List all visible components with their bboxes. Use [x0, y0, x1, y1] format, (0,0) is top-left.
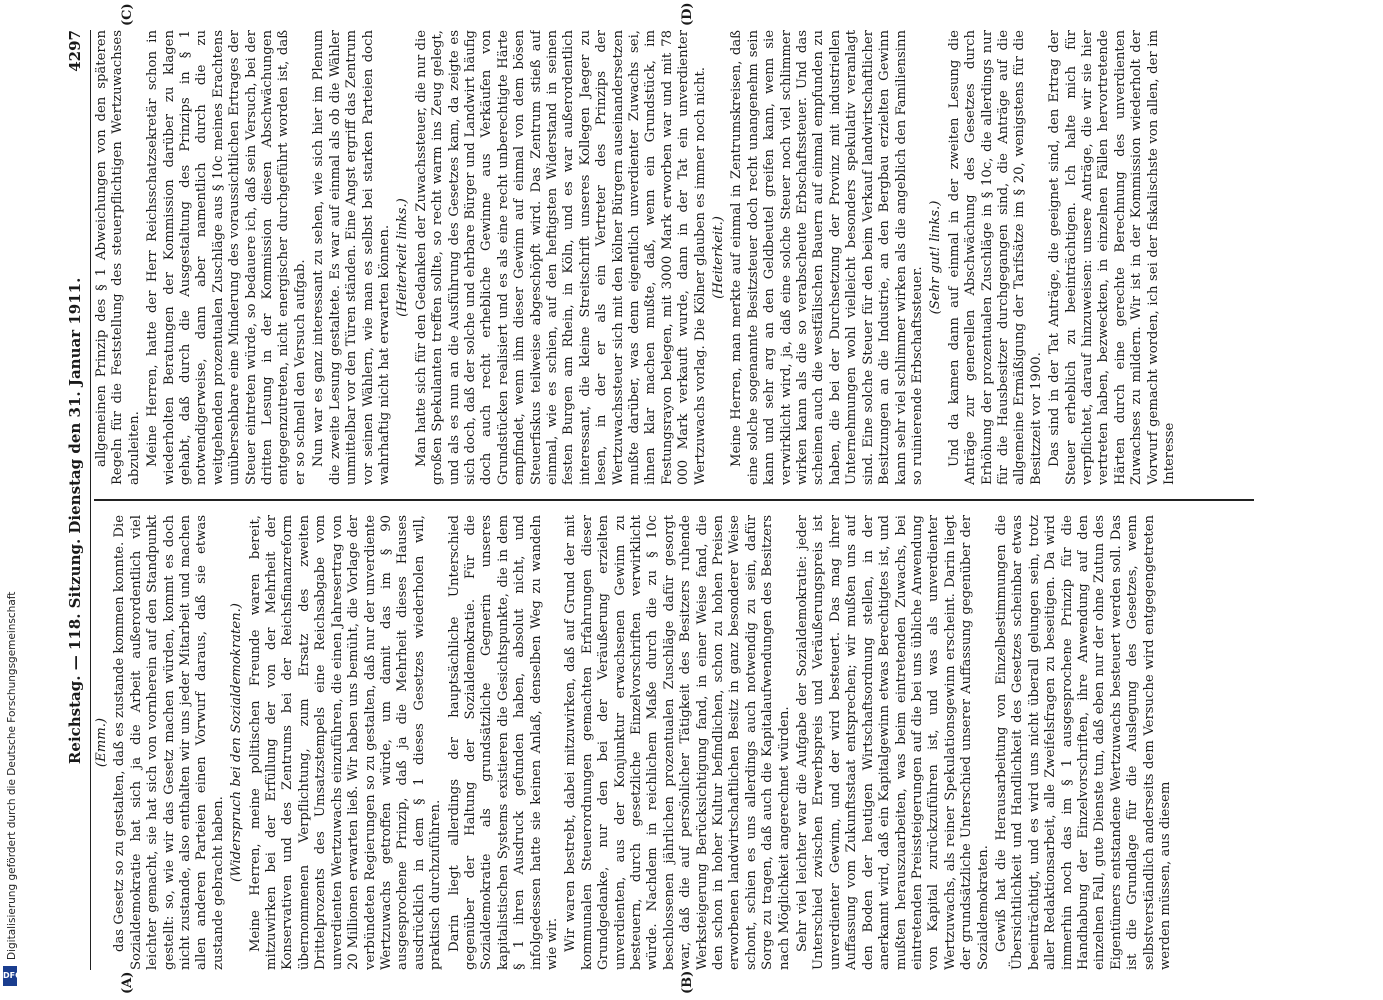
page-number: 4297 — [66, 30, 84, 72]
column-divider — [94, 499, 1254, 501]
text-columns — [94, 30, 1254, 970]
left-column — [94, 515, 1254, 970]
paragraph: Wir waren bestrebt, dabei mitzuwirken, daß auf Grund der mit kommunalen Steuerordnungen gemachten Erfahrungen dieser Grundgedanke, nur den bei der Veräußerung erzielten unverdienten, aus der Konjunktur erwachsenen Gewinn zu besteuern, durch gesetzliche Einzelvorschriften verwirklicht würde. Nachdem in reichlichem Maße durch die zu § 10c beschlossenen jährlichen prozentualen Zuschläge dafür gesorgt war, daß die auf persönlicher Tätigkeit des Besitzers ruhende Werksteigerung Berücksichtigung fand, in einer Weise fand, die den schon in hoher Kultur befindlichen, schon zu hohen Preisen erworbenen landwirtschaftlichen Besitz in ganz besonderer Weise schont, schien es uns allerdings auch notwendig zu sein, dafür Sorge zu tragen, daß auch die Kapitalaufwendungen des Besitzers nach Möglichkeit angerechnet würden. — [563, 515, 792, 970]
paragraph: (Heiterkeit.) — [711, 216, 727, 299]
paragraph: (Widerspruch bei den Sozialdemokraten.) — [229, 603, 245, 882]
paragraph: Meine Herren, meine politischen Freunde waren bereit, mitzuwirken bei der Erfüllung der von der Mehrheit der Konservativen und des Zentrums bei der Reichsfinanzreform übernommenen Verpflichtung, zum Ersatz des zweiten Drittelprozents des Umsatzstempels eine Reichsabgabe vom unverdienten Wertzuwachs einzuführen, die einen Jahresertrag von 20 Millionen erwarten ließ. Wir haben uns bemüht, die Vorlage der verbündeten Regierungen so zu gestalten, daß nur der unverdiente Wertzuwachs getroffen würde, um damit das im § 90 ausgesprochene Prinzip, daß ja die Mehrheit dieses Hauses ausdrücklich in dem § 1 dieses Gesetzes wiederholen will, praktisch durchzuführen. — [247, 515, 444, 970]
dfg-logo: DFG — [3, 966, 17, 986]
paragraph: Meine Herren, hatte der Herr Reichsschatzsekretär schon in wiederholten Beratungen der Kommission darüber zu klagen gehabt, daß durch die Ausgestaltung des Prinzips in § 1 notwendigerweise, dann aber namentlich durch die zu weitgehenden prozentualen Zuschläge aus § 10c meines Erachtens unübersehbare eine Minderung des voraussichtlichen Ertrages der Steuer eintreten würde, so bedauere ich, daß sein Versuch, bei der dritten Lesung in der Kommission diesen Abschwächungen entgegenzutreten, nicht energischer durchgeführt worden ist, daß er so schnell den Versuch aufgab. — [145, 30, 308, 485]
paragraph: allgemeinen Prinzip des § 1 Abweichungen von den späteren Regeln für die Feststellung des steuerpflichtigen Wertzuwachses abzuleiten. — [94, 30, 142, 485]
right-column — [94, 30, 1254, 485]
speaker-label: (Emm.) — [94, 717, 109, 768]
paragraph: Gewiß hat die Herausarbeitung von Einzelbestimmungen die Übersichtlichkeit und Handlichkeit des Gesetzes scheinbar etwas beeinträchtigt, und es wird uns nicht überall gelungen sein, trotz aller Redaktionsarbeit, alle Zweifelsfragen zu beseitigen. Da wird immerhin noch das im § 1 ausgesprochene Prinzip für die Handhabung der Einzelvorschriften, ihre Anwendung auf den einzelnen Fall, gute Dienste tun, daß eben nur der ohne Zutun des Eigentümers entstandene Wertzuwachs besteuert werden soll. Das ist die Grundlage für die Auslegung des Gesetzes, wenn selbstverständlich anderseits dem Versuche wird entgegengetreten werden müssen, aus diesem — [993, 515, 1173, 970]
paragraph: Meine Herren, man merkte auf einmal in Zentrumskreisen, daß eine solche sogenannte Besitzsteuer doch recht unangenehm sein kann und sehr arg an den Geldbeutel greifen kann, wenn sie verwirklicht wird, ja, daß eine solche Steuer noch viel schlimmer wirken kann als die so verabscheute Erbschaftssteuer. Und das scheinen auch die westfälischen Bauern auf einmal empfunden zu haben, die bei der Durchsetzung der Provinz mit industriellen Unternehmungen wohl vielleicht besonders spekulativ veranlagt sind. Eine solche Steuer für den beim Verkauf landwirtschaftlicher Besitzungen an die Industrie, an den Bergbau erzielten Gewinn kann sehr viel schlimmer wirken als die angeblich den Familiensinn so ruinierende Erbschaftssteuer. — [729, 30, 925, 485]
paragraph: Und da kamen dann auf einmal in der zweiten Lesung die Anträge zur generellen Abschwächung des Gesetzes durch Erhöhung der prozentualen Zuschläge in § 10c, die allerdings nur für die Hausbesitzer durchgegangen sind, die Anträge auf die allgemeine Ermäßigung der Tarifsätze im § 20, wenigstens für die Besitzzeit vor 1900. — [946, 30, 1044, 485]
margin-marker-d: (D) — [680, 2, 695, 26]
margin-marker-a: (A) — [120, 971, 135, 994]
paragraph: Nun war es ganz interessant zu sehen, wie sich hier im Plenum die zweite Lesung gestaltete. Es war auf einmal als ob die Wähler unmittelbar vor den Türen ständen. Eine Angst ergriff das Zentrum vor seinen Wählern, wie man es selbst bei starken Parteien doch wahrhaftig nicht hat erwarten können. — [311, 30, 392, 485]
footer-strip — [4, 0, 26, 1000]
paragraph: Das sind in der Tat Anträge, die geeignet sind, den Ertrag der Steuer erheblich zu beeinträchtigen. Ich halte mich für verpflichtet, darauf hinzuweisen: unsere Anträge, die wir sie hier vertreten haben, bezweckten, in einzelnen Fällen hervortretende Härten durch eine gerechte Berechnung des unverdienten Zuwachses zu mildern. Wir ist in der Kommission wiederholt der Vorwurf gemacht worden, ich sei der fiskalischste von allen, der im Interesse — [1047, 30, 1177, 485]
header-title: Reichstag. — 118. Sitzung. Dienstag den 31. Januar 1911. — [66, 277, 84, 765]
footer-credit: Digitalisierung gefördert durch die Deutsche Forschungsgemeinschaft — [6, 591, 18, 960]
document-page — [60, 2, 1260, 994]
paragraph: Sehr viel leichter war die Aufgabe der Sozialdemokratie: jeder Unterschied zwischen Erwerbspreis und Veräußerungspreis ist unverdienter Gewinn, und der wird besteuert. Das mag ihrer Auffassung vom Zukunftsstaat entsprechen; wir mußten uns auf den Boden der heutigen Wirtschaftsordnung stellen, in der anerkannt wird, daß ein Kapitalgewinn etwas Berechtigtes ist, und mußten herauszuarbeiten, was beim eintretenden Zuwachs, bei eintretenden Preissteigerungen auf die bei uns übliche Anwendung von Kapital zurückzuführen ist, und was als unverdienter Wertzuwachs, als reiner Spekulationsgewinn erscheint. Darin liegt der grundsätzliche Unterschied unserer Auffassung gegenüber der Sozialdemokraten. — [795, 515, 991, 970]
margin-marker-c: (C) — [120, 3, 135, 26]
paragraph: (Heiterkeit links.) — [395, 198, 411, 317]
page-header — [60, 30, 91, 970]
paragraph: Darin liegt allerdings der hauptsächliche Unterschied gegenüber der Haltung der Sozialdemokratie. Für die Sozialdemokratie als grundsätzliche Gegnerin unseres kapitalistischen Systems existieren die Gesichtspunkte, die in dem § 1 ihren Ausdruck gefunden haben, absolut nicht, und infolgedessen hatte sie keinen Anlaß, denselben Weg zu wandeln wie wir. — [446, 515, 560, 970]
paragraph: (Sehr gut! links.) — [928, 200, 944, 315]
paragraph: das Gesetz so zu gestalten, daß es zustande kommen konnte. Die Sozialdemokratie hat sich ja die Arbeit außerordentlich viel leichter gemacht, sie hat sich von vornherein auf den Standpunkt gestellt: so, wie wir das Gesetz machen würden, kommt es doch nicht zustande, also enthalten wir uns jeder Mitarbeit und machen allen anderen Parteien einen Vorwurf daraus, daß sie etwas zustande gebracht haben. — [112, 515, 226, 970]
paragraph: Man hatte sich für den Gedanken der Zuwachssteuer, die nur die großen Spekulanten treffen sollte, so recht warm ins Zeug gelegt, und als es nun an die Ausführung des Gesetzes kam, da zeigte es sich doch, daß der solche und ehrbare Bürger und Landwirt häufig doch auch recht erhebliche Gewinne aus Verkäufen von Grundstücken realisiert und es als eine recht unberechtigte Härte empfindet, wenn ihm dieser Gewinn auf einmal von dem bösen Steuerfiskus teilweise abgeschöpft wird. Das Zentrum stieß auf einmal, wie es schien, auf den heftigsten Widerstand in seinen festen Burgen am Rhein, in Köln, und es war außerordentlich interessant, die kleine Streitschrift unseres Kollegen Jaeger zu lesen, in der er als ein Vertreter des Prinzips der Wertzuwachssteuer sich mit den kölner Bürgern auseinandersetzen mußte darüber, was denn eigentlich unverdienter Zuwachs sei, ihnen klar machen mußte, daß, wenn ein Grundstück, im Festungsrayon belegen, mit 3000 Mark erworben war und mit 78 000 Mark verkauft wurde, dann in der Tat ein unverdienter Wertzuwachs vorlag. Die Kölner glauben es immer noch nicht. — [413, 30, 708, 485]
margin-marker-b: (B) — [680, 970, 695, 994]
